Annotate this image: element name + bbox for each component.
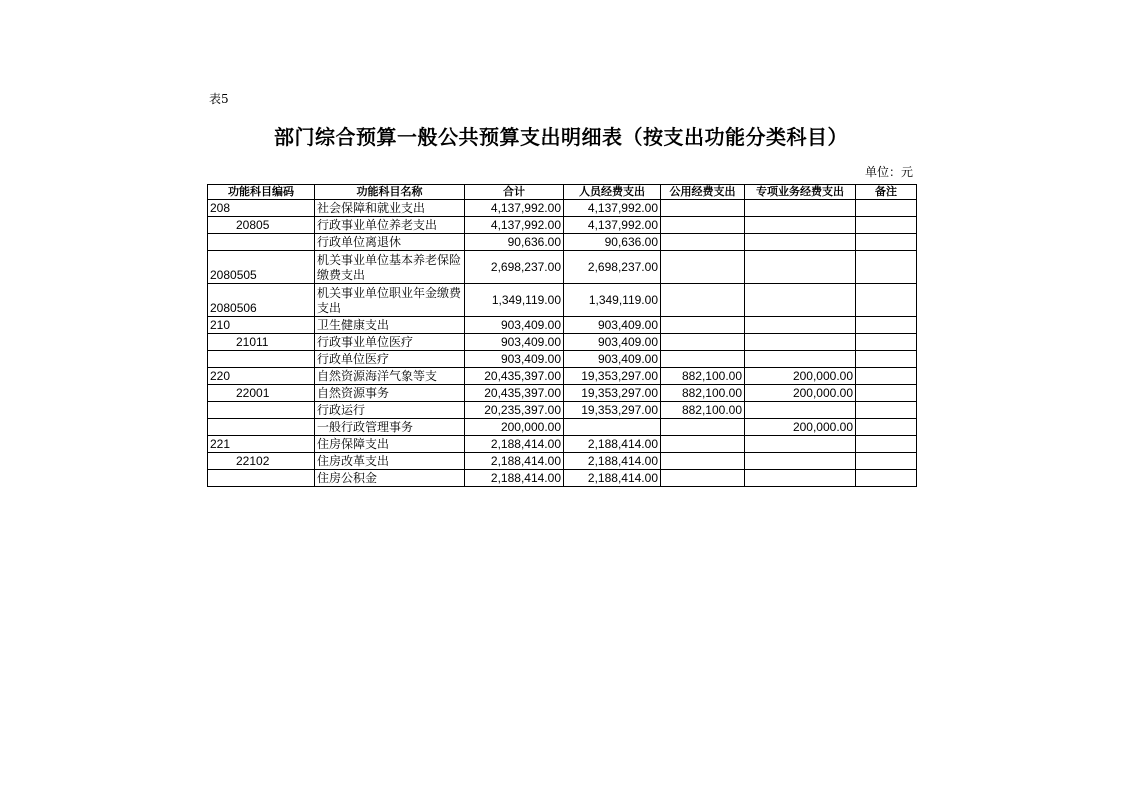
cell-remark: [856, 419, 917, 436]
table-body: [208, 200, 917, 487]
cell-public: 882,100.00: [661, 402, 745, 419]
cell-code: 20805: [208, 217, 315, 234]
cell-total: 903,409.00: [465, 317, 564, 334]
cell-code: [208, 402, 315, 419]
table-row: [208, 284, 917, 317]
cell-remark: [856, 436, 917, 453]
cell-total: 2,698,237.00: [465, 251, 564, 284]
cell-code: [208, 234, 315, 251]
table-row: [208, 251, 917, 284]
cell-total: 2,188,414.00: [465, 436, 564, 453]
header-personnel: 人员经费支出: [564, 185, 661, 200]
cell-personnel: [564, 419, 661, 436]
cell-special: [745, 436, 856, 453]
cell-public: [661, 234, 745, 251]
cell-code: [208, 419, 315, 436]
table-row: [208, 200, 917, 217]
cell-special: [745, 470, 856, 487]
table-row: [208, 234, 917, 251]
cell-name: 社会保障和就业支出: [315, 200, 465, 217]
cell-total: 4,137,992.00: [465, 217, 564, 234]
cell-remark: [856, 351, 917, 368]
cell-name: 行政事业单位医疗: [315, 334, 465, 351]
cell-total: 903,409.00: [465, 334, 564, 351]
cell-public: [661, 419, 745, 436]
cell-remark: [856, 234, 917, 251]
cell-name: 住房保障支出: [315, 436, 465, 453]
cell-personnel: 2,698,237.00: [564, 251, 661, 284]
cell-public: [661, 284, 745, 317]
cell-personnel: 90,636.00: [564, 234, 661, 251]
cell-name: 行政单位离退休: [315, 234, 465, 251]
cell-special: [745, 217, 856, 234]
table-row: [208, 453, 917, 470]
cell-total: 90,636.00: [465, 234, 564, 251]
table-number-label: 表5: [209, 92, 229, 106]
cell-special: [745, 402, 856, 419]
cell-code: [208, 470, 315, 487]
cell-personnel: 903,409.00: [564, 317, 661, 334]
cell-remark: [856, 402, 917, 419]
cell-total: 2,188,414.00: [465, 470, 564, 487]
cell-personnel: 1,349,119.00: [564, 284, 661, 317]
cell-special: 200,000.00: [745, 419, 856, 436]
cell-remark: [856, 385, 917, 402]
header-total: 合计: [465, 185, 564, 200]
cell-code: 22001: [208, 385, 315, 402]
cell-code: 21011: [208, 334, 315, 351]
table-row: [208, 217, 917, 234]
cell-code: 22102: [208, 453, 315, 470]
cell-special: [745, 251, 856, 284]
cell-total: 20,235,397.00: [465, 402, 564, 419]
cell-public: [661, 351, 745, 368]
table-row: [208, 385, 917, 402]
cell-total: 200,000.00: [465, 419, 564, 436]
cell-special: [745, 200, 856, 217]
cell-personnel: 4,137,992.00: [564, 200, 661, 217]
cell-special: 200,000.00: [745, 385, 856, 402]
cell-remark: [856, 334, 917, 351]
header-remark: 备注: [856, 185, 917, 200]
cell-public: [661, 453, 745, 470]
cell-code: [208, 351, 315, 368]
table-row: [208, 334, 917, 351]
cell-personnel: 4,137,992.00: [564, 217, 661, 234]
cell-remark: [856, 217, 917, 234]
cell-total: 903,409.00: [465, 351, 564, 368]
cell-personnel: 19,353,297.00: [564, 385, 661, 402]
cell-remark: [856, 200, 917, 217]
cell-special: [745, 351, 856, 368]
cell-remark: [856, 284, 917, 317]
table-row: [208, 402, 917, 419]
cell-public: [661, 470, 745, 487]
cell-special: 200,000.00: [745, 368, 856, 385]
cell-code: 208: [208, 200, 315, 217]
table-header-row: [208, 185, 917, 200]
header-name: 功能科目名称: [315, 185, 465, 200]
cell-personnel: 903,409.00: [564, 351, 661, 368]
cell-code: 221: [208, 436, 315, 453]
table-row: [208, 470, 917, 487]
cell-public: 882,100.00: [661, 385, 745, 402]
cell-personnel: 19,353,297.00: [564, 402, 661, 419]
cell-total: 20,435,397.00: [465, 385, 564, 402]
cell-code: 2080506: [208, 284, 315, 317]
cell-public: [661, 200, 745, 217]
table-row: [208, 317, 917, 334]
cell-name: 行政运行: [315, 402, 465, 419]
cell-name: 行政单位医疗: [315, 351, 465, 368]
cell-remark: [856, 368, 917, 385]
cell-special: [745, 284, 856, 317]
cell-name: 机关事业单位基本养老保险缴费支出: [315, 251, 465, 284]
cell-name: 一般行政管理事务: [315, 419, 465, 436]
table-row: [208, 368, 917, 385]
cell-personnel: 2,188,414.00: [564, 470, 661, 487]
cell-name: 自然资源海洋气象等支: [315, 368, 465, 385]
cell-personnel: 903,409.00: [564, 334, 661, 351]
cell-special: [745, 234, 856, 251]
page-title: 部门综合预算一般公共预算支出明细表（按支出功能分类科目）: [274, 125, 848, 149]
cell-remark: [856, 453, 917, 470]
cell-code: 220: [208, 368, 315, 385]
cell-personnel: 2,188,414.00: [564, 436, 661, 453]
cell-total: 4,137,992.00: [465, 200, 564, 217]
cell-code: 210: [208, 317, 315, 334]
cell-total: 1,349,119.00: [465, 284, 564, 317]
expenditure-table: [207, 184, 917, 487]
cell-personnel: 19,353,297.00: [564, 368, 661, 385]
header-code: 功能科目编码: [208, 185, 315, 200]
table-row: [208, 419, 917, 436]
cell-public: [661, 436, 745, 453]
cell-public: [661, 334, 745, 351]
cell-name: 自然资源事务: [315, 385, 465, 402]
cell-name: 机关事业单位职业年金缴费支出: [315, 284, 465, 317]
cell-name: 住房公积金: [315, 470, 465, 487]
cell-remark: [856, 317, 917, 334]
table-row: [208, 436, 917, 453]
cell-name: 行政事业单位养老支出: [315, 217, 465, 234]
cell-total: 20,435,397.00: [465, 368, 564, 385]
cell-public: [661, 217, 745, 234]
cell-public: [661, 251, 745, 284]
cell-special: [745, 334, 856, 351]
cell-remark: [856, 470, 917, 487]
cell-code: 2080505: [208, 251, 315, 284]
header-public: 公用经费支出: [661, 185, 745, 200]
table-row: [208, 351, 917, 368]
cell-public: [661, 317, 745, 334]
cell-special: [745, 317, 856, 334]
cell-total: 2,188,414.00: [465, 453, 564, 470]
cell-remark: [856, 251, 917, 284]
header-special: 专项业务经费支出: [745, 185, 856, 200]
cell-name: 住房改革支出: [315, 453, 465, 470]
cell-special: [745, 453, 856, 470]
unit-label: 单位：元: [864, 165, 913, 179]
cell-name: 卫生健康支出: [315, 317, 465, 334]
cell-personnel: 2,188,414.00: [564, 453, 661, 470]
cell-public: 882,100.00: [661, 368, 745, 385]
